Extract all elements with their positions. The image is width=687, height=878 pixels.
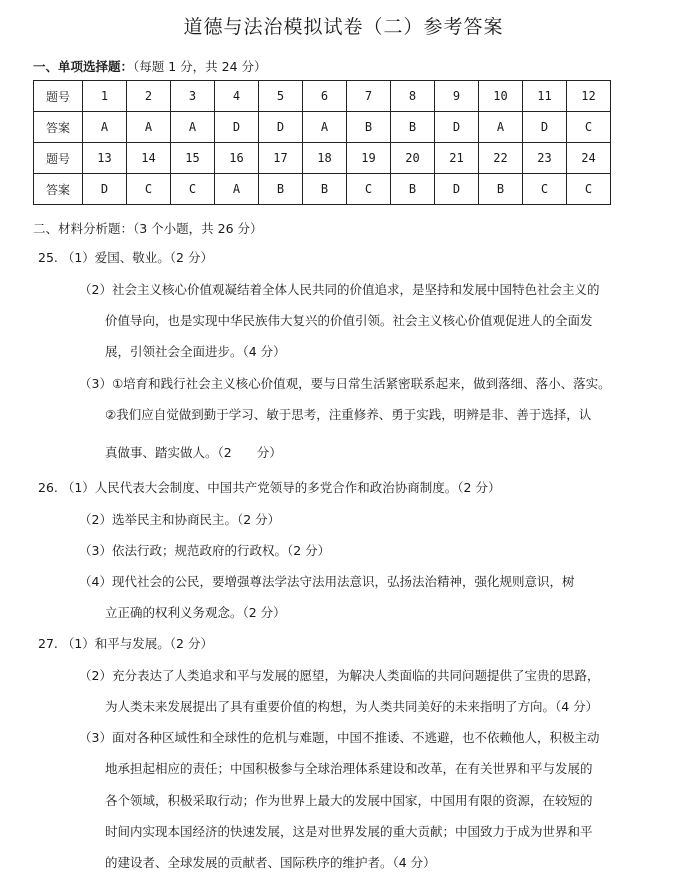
q26-part2: （2）选举民主和协商民主。（2 分） xyxy=(79,512,281,527)
table-cell: 3 xyxy=(171,81,215,112)
q26-part1: 26. （1）人民代表大会制度、中国共产党领导的多党合作和政治协商制度。（2 分） xyxy=(38,480,501,495)
table-cell: 7 xyxy=(347,81,391,112)
table-cell: A xyxy=(303,112,347,143)
table-cell: A xyxy=(171,112,215,143)
table-cell: C xyxy=(567,174,611,205)
table-cell: 14 xyxy=(127,143,171,174)
table-cell: B xyxy=(391,112,435,143)
table-cell: 24 xyxy=(567,143,611,174)
q27-part3-line4: 时间内实现本国经济的快速发展，这是对世界发展的重大贡献；中国致力于成为世界和平 xyxy=(105,824,593,839)
table-cell: 2 xyxy=(127,81,171,112)
q25-part1: 25. （1）爱国、敬业。（2 分） xyxy=(38,250,213,265)
section-1-title: 一、单项选择题： xyxy=(33,59,134,74)
table-cell: C xyxy=(127,174,171,205)
table-cell: 1 xyxy=(83,81,127,112)
table-cell: 16 xyxy=(215,143,259,174)
q27-part3-line3: 各个领域，积极采取行动；作为世界上最大的发展中国家，中国用有限的资源，在较短的 xyxy=(105,793,593,808)
row-label-answer: 答案 xyxy=(34,174,83,205)
q27-part3-line5: 的建设者、全球发展的贡献者、国际秩序的维护者。（4 分） xyxy=(105,855,436,870)
table-cell: C xyxy=(567,112,611,143)
table-cell: D xyxy=(259,112,303,143)
table-cell: 10 xyxy=(479,81,523,112)
table-cell: B xyxy=(347,112,391,143)
table-row-numbers-2 xyxy=(34,143,611,174)
table-cell: D xyxy=(435,112,479,143)
q27-part3-line1: （3）面对各种区域性和全球性的危机与难题，中国不推诿、不逃避，也不依赖他人，积极主动 xyxy=(79,730,600,745)
table-cell: B xyxy=(303,174,347,205)
table-cell: 15 xyxy=(171,143,215,174)
table-cell: 13 xyxy=(83,143,127,174)
table-cell: 17 xyxy=(259,143,303,174)
q26-part4-line2: 立正确的权利义务观念。（2 分） xyxy=(105,605,286,620)
table-cell: B xyxy=(479,174,523,205)
q27-part2-line2: 为人类未来发展提出了具有重要价值的构想，为人类共同美好的未来指明了方向。（4 分） xyxy=(105,699,599,714)
table-cell: D xyxy=(435,174,479,205)
table-cell: A xyxy=(127,112,171,143)
table-cell: 19 xyxy=(347,143,391,174)
section-2-heading: 二、材料分析题：（3 个小题，共 26 分） xyxy=(33,221,263,236)
table-cell: D xyxy=(83,174,127,205)
answer-table xyxy=(33,80,611,205)
table-cell: 18 xyxy=(303,143,347,174)
table-cell: C xyxy=(171,174,215,205)
section-1-note: （每题 1 分，共 24 分） xyxy=(133,59,267,74)
table-cell: 12 xyxy=(567,81,611,112)
table-cell: 8 xyxy=(391,81,435,112)
table-cell: 21 xyxy=(435,143,479,174)
q27-part1: 27. （1）和平与发展。（2 分） xyxy=(38,636,213,651)
q25-part3-line1: （3）①培育和践行社会主义核心价值观，要与日常生活紧密联系起来，做到落细、落小、落实。 xyxy=(79,376,611,391)
table-cell: 22 xyxy=(479,143,523,174)
q27-part2-line1: （2）充分表达了人类追求和平与发展的愿望，为解决人类面临的共同问题提供了宝贵的思路， xyxy=(79,668,600,683)
table-cell: A xyxy=(479,112,523,143)
table-cell: 4 xyxy=(215,81,259,112)
row-label-number: 题号 xyxy=(34,81,83,112)
table-cell: 20 xyxy=(391,143,435,174)
table-cell: 23 xyxy=(523,143,567,174)
row-label-answer: 答案 xyxy=(34,112,83,143)
table-cell: B xyxy=(259,174,303,205)
table-cell: C xyxy=(347,174,391,205)
table-cell: C xyxy=(523,174,567,205)
table-row-answers-2 xyxy=(34,174,611,205)
q26-part4-line1: （4）现代社会的公民，要增强尊法学法守法用法意识，弘扬法治精神，强化规则意识，树 xyxy=(79,574,575,589)
table-cell: D xyxy=(523,112,567,143)
page-title: 道德与法治模拟试卷（二）参考答案 xyxy=(183,16,504,38)
table-cell: 9 xyxy=(435,81,479,112)
row-label-number: 题号 xyxy=(34,143,83,174)
q25-part3-line2: ②我们应自觉做到勤于学习、敏于思考，注重修养、勇于实践，明辨是非、善于选择，认 xyxy=(105,407,592,422)
q25-part2-line1: （2）社会主义核心价值观凝结着全体人民共同的价值追求，是坚持和发展中国特色社会主义的 xyxy=(79,282,600,297)
table-cell: 6 xyxy=(303,81,347,112)
table-cell: 5 xyxy=(259,81,303,112)
section-1-heading xyxy=(33,57,267,75)
table-cell: A xyxy=(83,112,127,143)
table-row-answers-1 xyxy=(34,112,611,143)
table-row-numbers-1 xyxy=(34,81,611,112)
table-cell: D xyxy=(215,112,259,143)
q27-part3-line2: 地承担起相应的责任；中国积极参与全球治理体系建设和改革，在有关世界和平与发展的 xyxy=(105,761,593,776)
table-cell: 11 xyxy=(523,81,567,112)
q25-part2-line3: 展，引领社会全面进步。（4 分） xyxy=(105,344,286,359)
q26-part3: （3）依法行政；规范政府的行政权。（2 分） xyxy=(79,543,331,558)
table-cell: B xyxy=(391,174,435,205)
q25-part3-line3: 真做事、踏实做人。（2 分） xyxy=(105,445,282,460)
table-cell: A xyxy=(215,174,259,205)
q25-part2-line2: 价值导向，也是实现中华民族伟大复兴的价值引领。社会主义核心价值观促进人的全面发 xyxy=(105,313,593,328)
